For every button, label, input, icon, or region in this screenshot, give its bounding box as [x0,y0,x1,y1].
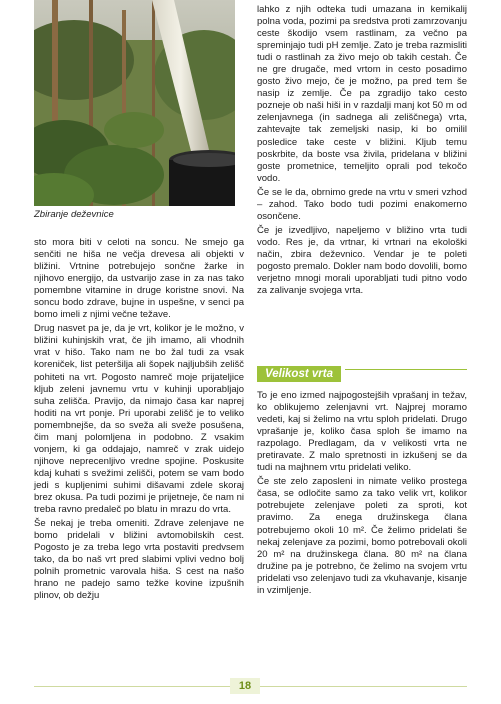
garden-barrel-image [34,0,235,206]
heading-rule [345,369,467,370]
paragraph: lahko z njih odteka tudi umazana in kemikalij polna voda, pozimi pa sredstva proti zamrzovanju ceste škodijo vsem rastlinam, za večno pa spreminjajo tudi pH zemlje. Zato je treba razmisliti tudi o rastlinah za živo mejo ob takih cestah. Če ne gre drugače, med vrtom in cesto posadimo gosto živo mejo, če je možno, pa pred tem še nasip iz zemlje. Če pa zgradijo tako cesto pozneje ob naši hiši in v razdalji manj kot 50 m od zelenjavnega (in sadnega ali zeliščnega) vrta, zahtevajte tak zemeljski nasip, ki bo omilil posledice take ceste v bližini. Kljub temu poskrbite, da boste vsa živila, pridelana v bližini goste prometnice, temeljito oprali pod tekočo vodo. [257,4,467,184]
paragraph: To je eno izmed najpogostejših vprašanj in težav, ko oblikujemo zelenjavni vrt. Najprej moramo vedeti, kaj si želimo na vrtu sploh pridelati. Drugo vprašanje je, koliko časa sploh še imamo na razpolago. Predlagam, da v velikosti vrta ne pretiravate. Z malo spretnosti in izkušenj se da tudi na majhnem vrtu pridelati veliko. [257,390,467,474]
paragraph: Če se le da, obrnimo grede na vrtu v smeri vzhod – zahod. Tako bodo tudi pozimi enakomerno osončene. [257,186,467,222]
paragraph: Če ste zelo zaposleni in nimate veliko prostega časa, se odločite samo za tako velik vrt, kolikor potrebujete zelenjave poleti za sproti, kot pravimo. Za enega družinskega člana potrebujemo okoli 10 m². Če želimo pridelati še nekaj zelenjave za pozimi, bomo potrebovali okoli 20 m² na družinskega člana. 80 m² na člana družine pa je potrebno, če želimo na svojem vrtu pridelati vso zelenjavo tudi za vkuhavanje, kisanje in vzimljenje. [257,476,467,596]
section-heading-bar [257,362,467,378]
paragraph: Drug nasvet pa je, da je vrt, kolikor je le možno, v bližini kuhinjskih vrat, če jih imamo, ali vhodnih vrat v hišo. Tako nam ne bo žal tudi za vsak koreniček, list peteršilja ali šopek najljubših zelišč pohiteti na vrt. Pogosto namreč moje prijateljice kljub zeleni javnemu vrtu v kuhinji uporabljajo suha zelišča. Pravijo, da nimajo časa kar naprej hoditi na vrt ponje. Pri uporabi zelišč je to veliko pomembnejše, da so sveža ali sveže posušena, čim manj polomljena in podobno. Z vsakim vonjem, ki ga oddajajo, namreč v zrak uidejo njihove neprecenljivo vredne spojine. Poskusite kdaj kuhati s svežimi zelišči, potem se vam bodo jedi s kupljenimi suhimi dišavami zdele skoraj brez okusa. Pa tudi pozimi je prijetneje, če nam ni treba ravno predaleč po blatu in mrazu do vrta. [34,323,244,516]
page-number: 18 [230,678,260,694]
left-text-column [34,237,244,604]
right-text-column-bottom [257,390,467,599]
paragraph: sto mora biti v celoti na soncu. Ne smejo ga senčiti ne hiša ne večja drevesa ali objekti v bližini. Vrtnine potrebujejo sončne žarke in njihovo energijo, da ustvarijo zase in za nas tako pomembne vitamine in druge koristne snovi. Na soncu bodo zdrave, bujne in uspešne, v senci pa bomo imeli z njimi večne težave. [34,237,244,321]
right-text-column-top [257,4,467,299]
paragraph: Še nekaj je treba omeniti. Zdrave zelenjave ne bomo pridelali v bližini avtomobilskih cest. Pogosto je za treba lego vrta postaviti predvsem tako, da bo naš vrt pred slabimi vplivi vedno bolj polnih prometnic varovala hiša. S cest na našo hrano ne padejo samo težke kovine izpušnih plinov, ob dežju [34,518,244,602]
section-heading: Velikost vrta [257,366,341,382]
photo-caption: Zbiranje deževnice [34,209,114,220]
rainwater-collection-photo [34,0,235,206]
paragraph: Če je izvedljivo, napeljemo v bližino vrta tudi vodo. Res je, da vrtnar, ki vrtnari na ekološki način, zbira deževnico. Vendar je te poleti pogosto premalo. Dokler nam bodo dovolili, bomo verjetno mnogi morali uporabljati tudi pitno vodo za zalivanje svojega vrta. [257,224,467,297]
